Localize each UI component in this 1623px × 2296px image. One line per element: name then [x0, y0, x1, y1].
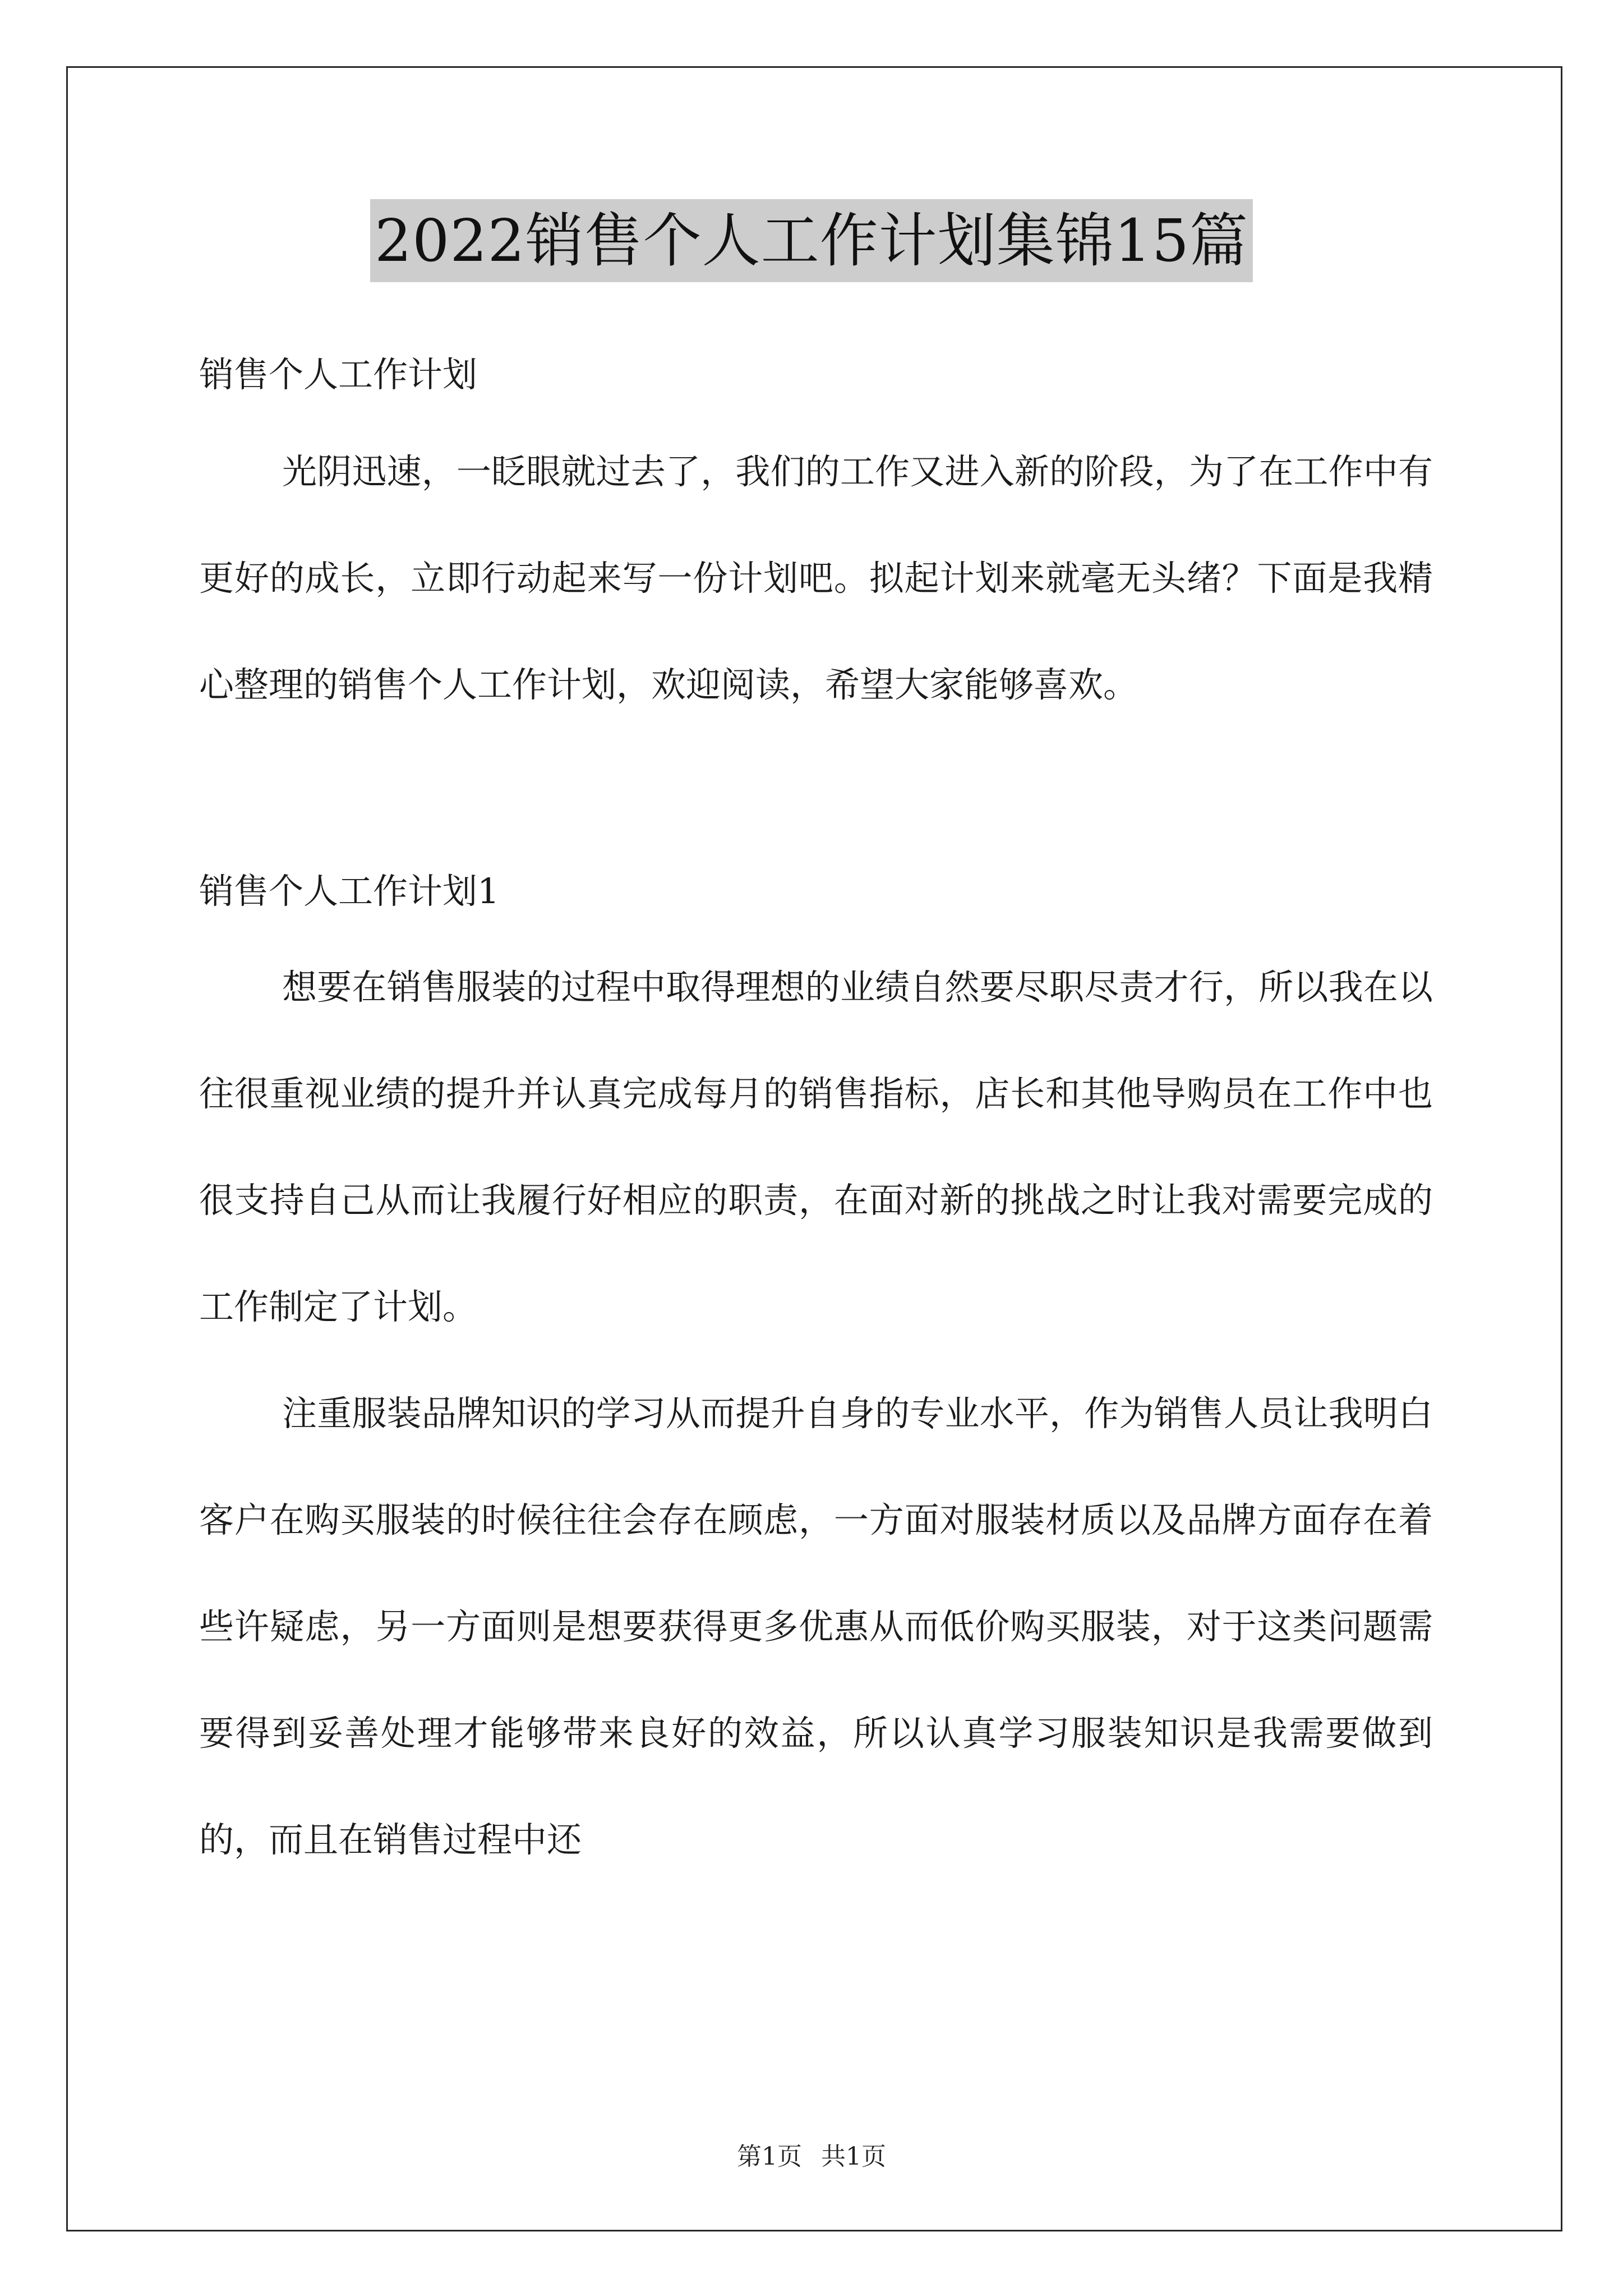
page-number-current: 第1页 — [737, 2142, 802, 2171]
document-body — [199, 314, 1433, 1893]
page-footer — [0, 2140, 1623, 2174]
title-container — [0, 199, 1623, 282]
plan-1-paragraph-1: 想要在销售服装的过程中取得理想的业绩自然要尽职尽责才行，所以我在以往很重视业绩的提升并认真完成每月的销售指标，店长和其他导购员在工作中也很支持自己从而让我履行好相应的职责，在面对新的挑战之时让我对需要完成的工作制定了计划。 — [199, 967, 1433, 1327]
document-title: 2022销售个人工作计划集锦15篇 — [370, 199, 1253, 282]
plan-1-paragraph-2: 注重服装品牌知识的学习从而提升自身的专业水平，作为销售人员让我明白客户在购买服装的时候往往会存在顾虑，一方面对服装材质以及品牌方面存在着些许疑虑，另一方面则是想要获得更多优惠从而低价购买服装，对于这类问题需要得到妥善处理才能够带来良好的效益，所以认真学习服装知识是我需要做到的，而且在销售过程中还 — [199, 1393, 1433, 1860]
page-number-total: 共1页 — [821, 2142, 886, 2171]
section-heading-intro: 销售个人工作计划 — [199, 354, 478, 395]
intro-paragraph: 光阴迅速，一眨眼就过去了，我们的工作又进入新的阶段，为了在工作中有更好的成长，立即行动起来写一份计划吧。拟起计划来就毫无头绪？下面是我精心整理的销售个人工作计划，欢迎阅读，希望大家能够喜欢。 — [199, 451, 1433, 705]
section-heading-plan-1: 销售个人工作计划1 — [199, 871, 500, 912]
